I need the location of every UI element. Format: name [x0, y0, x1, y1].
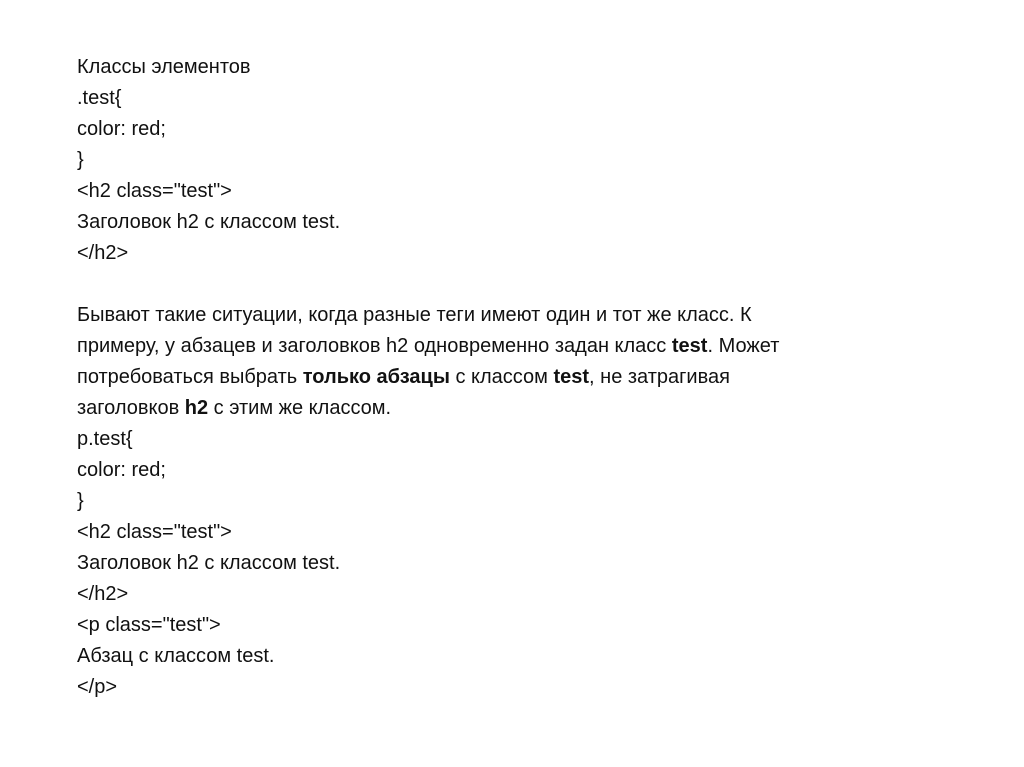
paragraph-text: , не затрагивая	[589, 366, 730, 388]
code-line: Заголовок h2 с классом test.	[77, 211, 341, 233]
code-line: color: red;	[77, 459, 166, 481]
section-title: Классы элементов	[77, 56, 251, 78]
code-line: <p class="test">	[77, 614, 221, 636]
code-line: }	[77, 490, 84, 512]
paragraph-text: с классом	[449, 366, 554, 388]
code-line: <h2 class="test">	[77, 180, 232, 202]
code-line: Абзац с классом test.	[77, 645, 275, 667]
code-line: </h2>	[77, 583, 129, 605]
paragraph-text: заголовков	[77, 397, 185, 419]
code-block-2	[77, 424, 957, 703]
slide-text	[77, 52, 957, 703]
paragraph-line	[77, 362, 957, 393]
paragraph-text: с этим же классом.	[208, 397, 392, 419]
paragraph-line	[77, 393, 957, 424]
code-line: }	[77, 149, 84, 171]
bold-text: h2	[184, 397, 209, 419]
paragraph-text: потребоваться выбрать	[77, 366, 303, 388]
paragraph-text: Бывают такие ситуации, когда разные теги имеют один и тот же класс. К	[77, 304, 752, 326]
code-line: </h2>	[77, 242, 129, 264]
code-line: .test{	[77, 87, 122, 109]
code-line: <h2 class="test">	[77, 521, 232, 543]
explanation-paragraph	[77, 300, 957, 424]
code-line: color: red;	[77, 118, 166, 140]
paragraph-line	[77, 300, 957, 331]
bold-text: test	[553, 366, 590, 388]
code-line: </p>	[77, 676, 118, 698]
bold-text: test	[671, 335, 708, 357]
bold-text: только абзацы	[302, 366, 450, 388]
paragraph-text: . Может	[707, 335, 780, 357]
code-line: Заголовок h2 с классом test.	[77, 552, 341, 574]
code-line: p.test{	[77, 428, 133, 450]
blank-line	[77, 269, 957, 300]
code-block-1	[77, 52, 957, 269]
paragraph-text: примеру, у абзацев и заголовков h2 одновременно задан класс	[77, 335, 672, 357]
paragraph-line	[77, 331, 957, 362]
